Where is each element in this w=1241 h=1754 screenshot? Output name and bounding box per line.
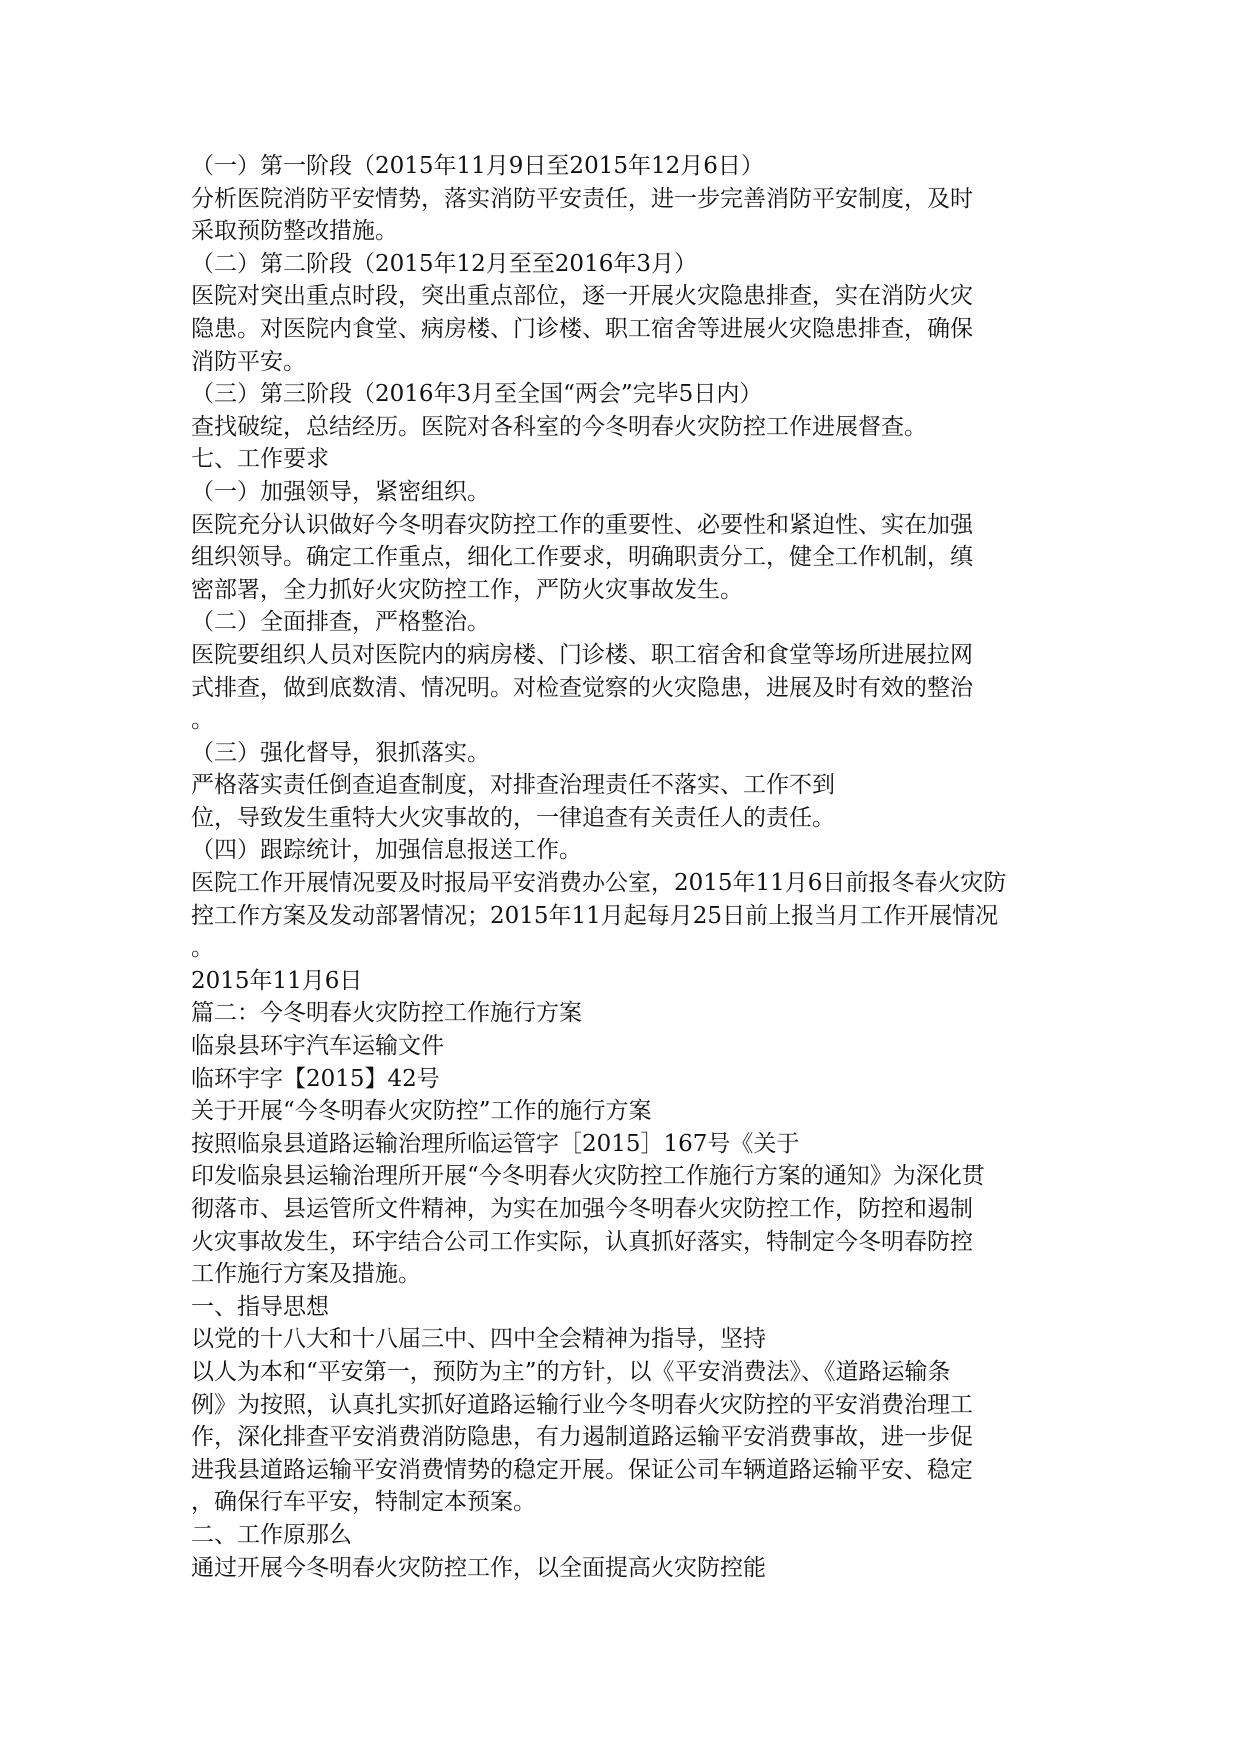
text-line: 临环宇字【2015】42号 [191,1065,440,1092]
text-line: 篇二：今冬明春火灾防控工作施行方案 [191,1000,582,1027]
text-line: 按照临泉县道路运输治理所临运管字［2015］167号《关于 [191,1130,800,1157]
text-line: 通过开展今冬明春火灾防控工作，以全面提高火灾防控能 [191,1554,766,1581]
text-line: ，确保行车平安，特制定本预案。 [191,1489,536,1516]
text-line: 例》为按照，认真扎实抓好道路运输行业今冬明春火灾防控的平安消费治理工 [191,1391,973,1418]
text-line: 工作施行方案及措施。 [191,1261,421,1288]
text-line: 消防平安。 [191,348,306,375]
text-line: 组织领导。确定工作重点，细化工作要求，明确职责分工，健全工作机制，缜 [191,544,973,571]
text-line: 2015年11月6日 [191,967,363,994]
text-line: 。 [191,935,214,962]
text-line: 以人为本和“平安第一，预防为主”的方针，以《平安消费法》、《道路运输条 [191,1358,951,1385]
text-line: 隐患。对医院内食堂、病房楼、门诊楼、职工宿舍等进展火灾隐患排查，确保 [191,315,973,342]
text-line: 分析医院消防平安情势，落实消防平安责任，进一步完善消防平安制度，及时 [191,185,973,212]
text-line: （三）第三阶段（2016年3月至全国“两会”完毕5日内） [191,381,763,408]
text-line: （一）加强领导，紧密组织。 [191,478,490,505]
text-line: 作，深化排查平安消费消防隐患，有力遏制道路运输平安消费事故，进一步促 [191,1424,973,1451]
text-line: 采取预防整改措施。 [191,218,398,245]
text-line: 火灾事故发生，环宇结合公司工作实际，认真抓好落实，特制定今冬明春防控 [191,1228,973,1255]
text-line: 二、工作原那么 [191,1521,352,1548]
text-line: （二）第二阶段（2015年12月至至2016年3月） [191,250,697,277]
text-line: 式排查，做到底数清、情况明。对检查觉察的火灾隐患，进展及时有效的整治 [191,674,973,701]
text-line: 关于开展“今冬明春火灾防控”工作的施行方案 [191,1098,652,1125]
text-line: 彻落市、县运管所文件精神，为实在加强今冬明春火灾防控工作，防控和遏制 [191,1196,973,1222]
text-line: 密部署，全力抓好火灾防控工作，严防火灾事故发生。 [191,576,743,603]
document-body [191,150,1061,1584]
text-line: 临泉县环宇汽车运输文件 [191,1033,444,1060]
text-line: 医院要组织人员对医院内的病房楼、门诊楼、职工宿舍和食堂等场所进展拉网 [191,641,973,668]
text-line: 查找破绽，总结经历。医院对各科室的今冬明春火灾防控工作进展督查。 [191,413,927,440]
text-line: （一）第一阶段（2015年11月9日至2015年12月6日） [191,153,764,179]
text-line: 进我县道路运输平安消费情势的稳定开展。保证公司车辆道路运输平安、稳定 [191,1456,973,1483]
text-line: （三）强化督导，狠抓落实。 [191,739,490,766]
text-line: 控工作方案及发动部署情况；2015年11月起每月25日前上报当月工作开展情况 [191,902,999,929]
text-line: 医院对突出重点时段，突出重点部位，逐一开展火灾隐患排查，实在消防火灾 [191,283,973,310]
text-line: 印发临泉县运输治理所开展“今冬明春火灾防控工作施行方案的通知》为深化贯 [191,1163,985,1190]
text-line: 位，导致发生重特大火灾事故的，一律追查有关责任人的责任。 [191,804,835,831]
text-line: （二）全面排查，严格整治。 [191,609,490,636]
text-line: 医院工作开展情况要及时报局平安消费办公室，2015年11月6日前报冬春火灾防 [191,870,1007,897]
text-line: 严格落实责任倒查追查制度，对排查治理责任不落实、工作不到 [191,772,835,799]
text-line: 。 [191,707,214,734]
text-line: 以党的十八大和十八届三中、四中全会精神为指导，坚持 [191,1326,766,1353]
text-line: 一、指导思想 [191,1293,329,1320]
text-line: 七、工作要求 [191,446,329,473]
text-line: （四）跟踪统计，加强信息报送工作。 [191,837,582,864]
text-line: 医院充分认识做好今冬明春灾防控工作的重要性、必要性和紧迫性、实在加强 [191,511,973,538]
